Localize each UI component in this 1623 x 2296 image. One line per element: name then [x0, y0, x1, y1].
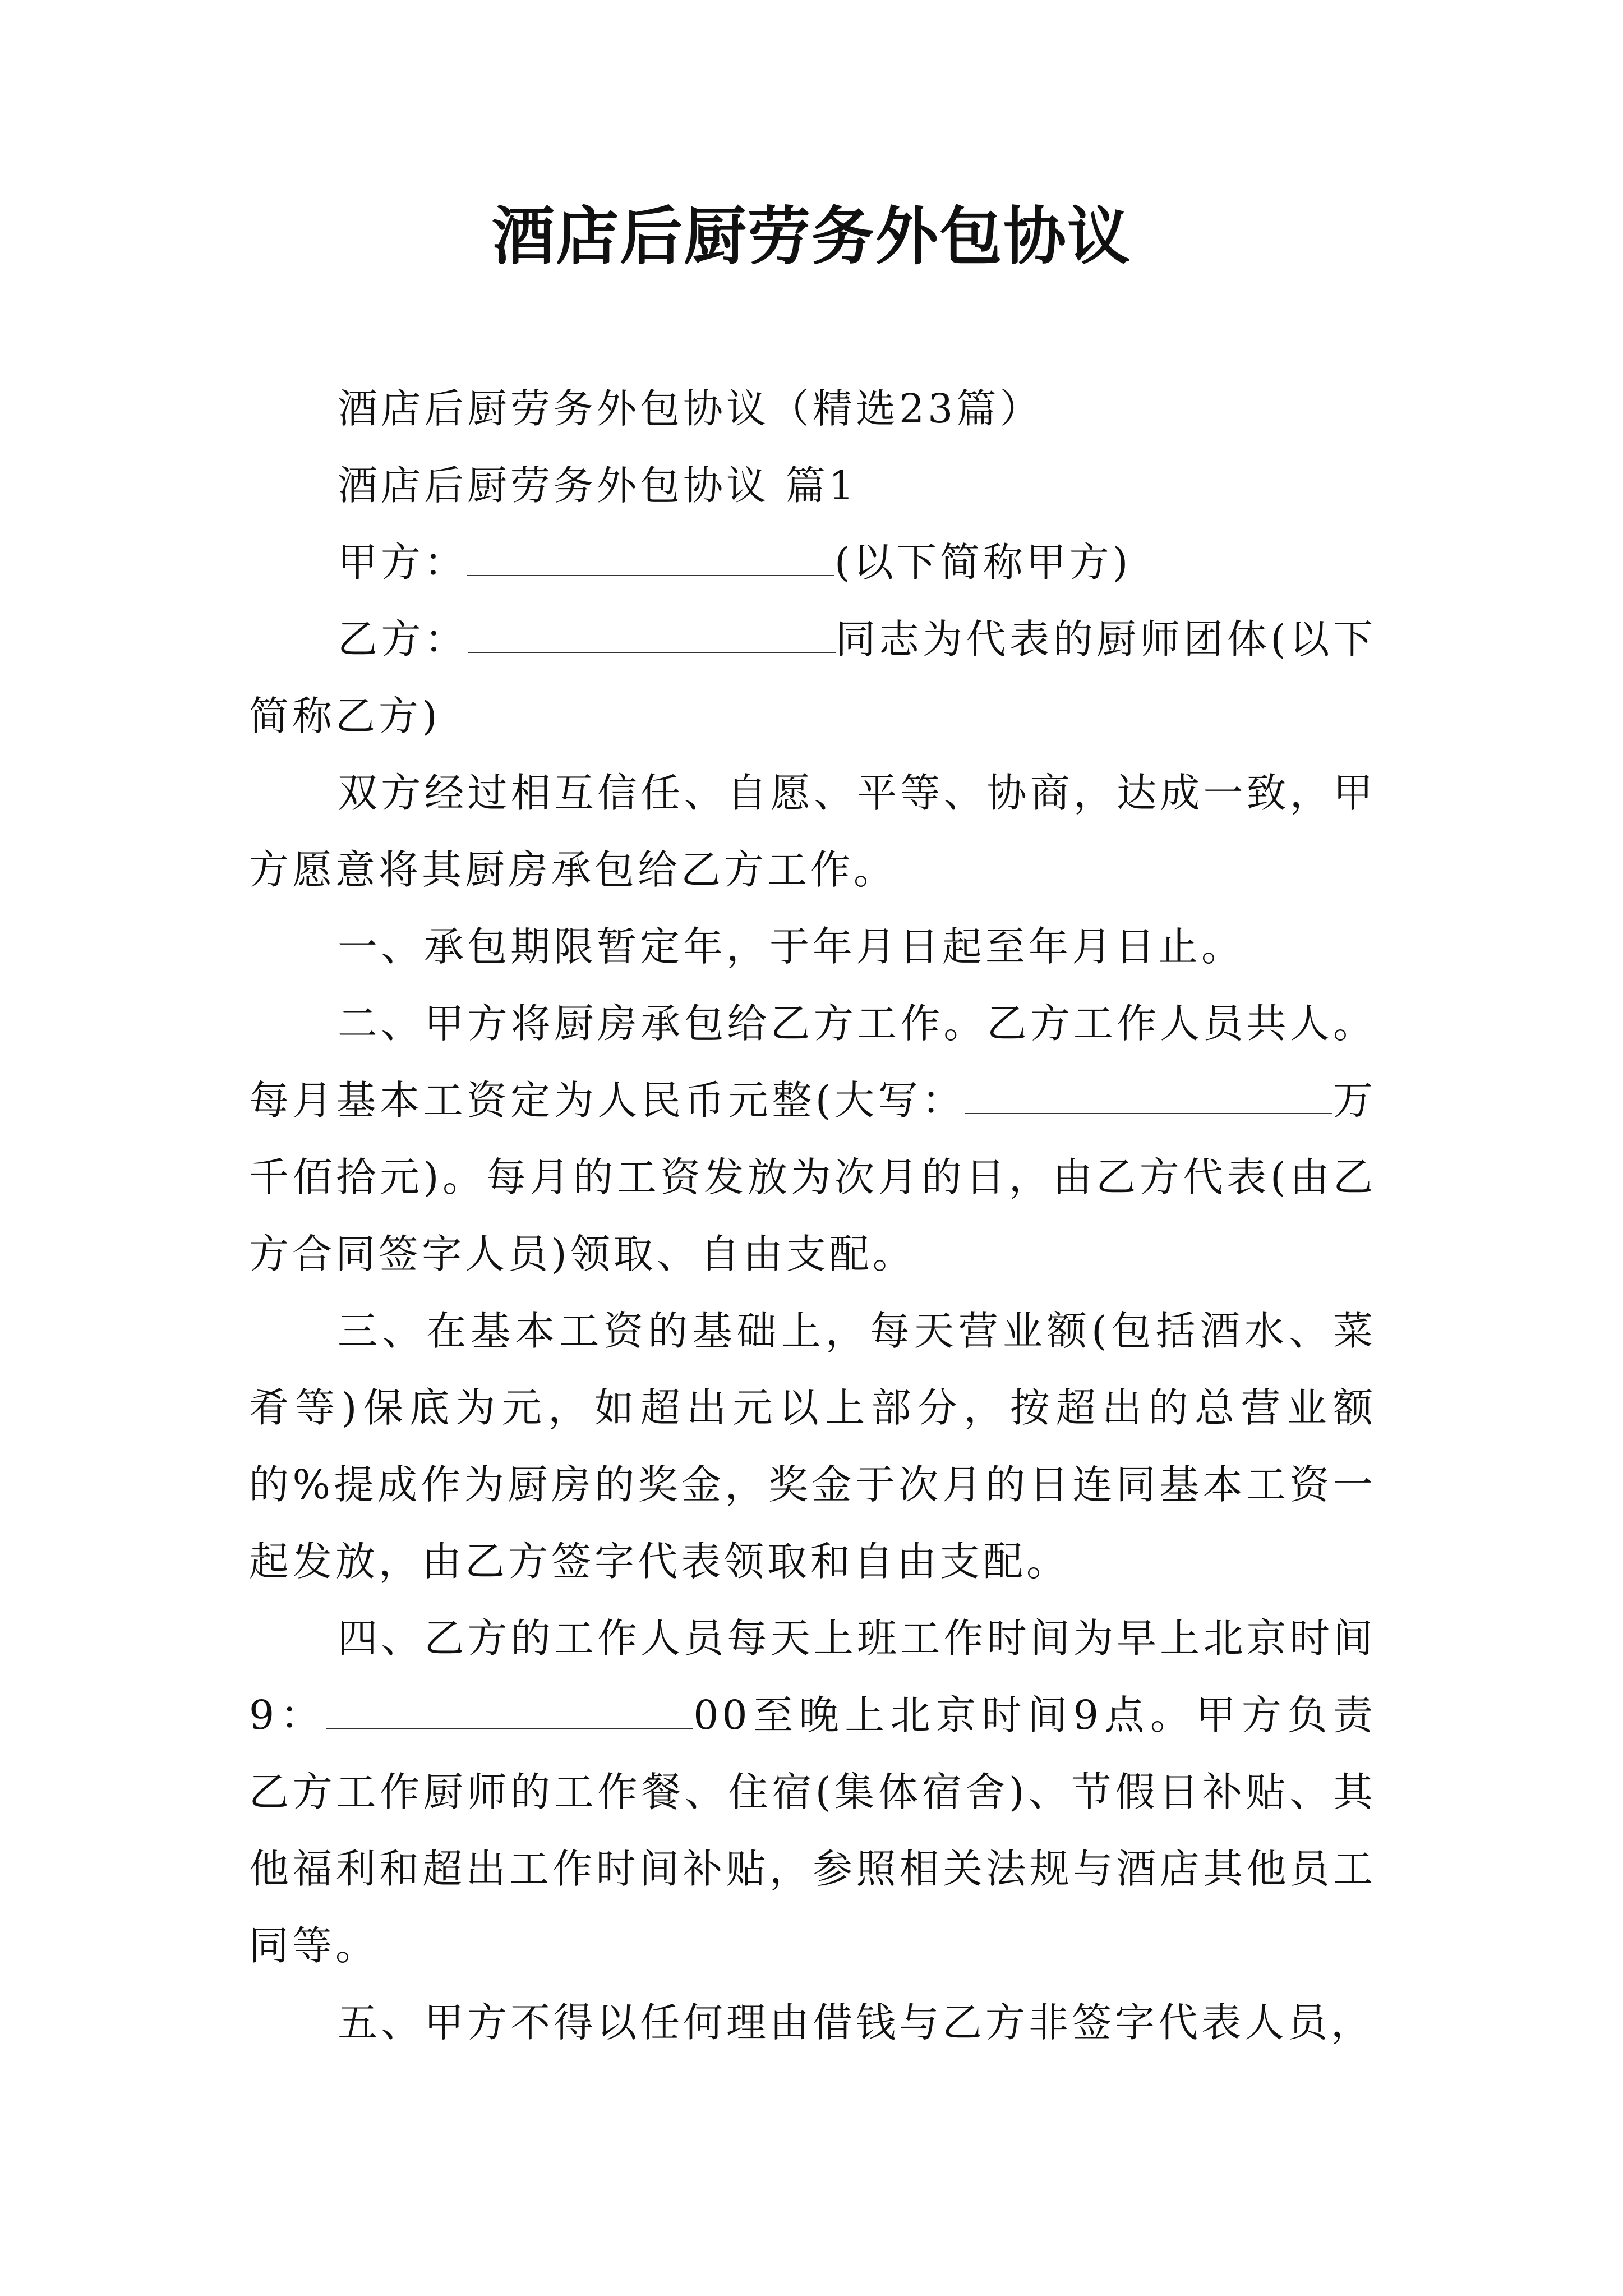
clause-4-before: 四、乙方的工作人员每天上班工作时间为早上北京时间9：	[249, 1615, 1376, 1738]
section-heading	[249, 447, 1376, 524]
clause-2	[249, 985, 1376, 1292]
clause-1	[249, 908, 1376, 985]
clause-2-before: 二、甲方将厨房承包给乙方工作。乙方工作人员共人。每月基本工资定为人民币元整(大写：	[249, 1000, 1376, 1124]
intro-text: 酒店后厨劳务外包协议（精选23篇）	[338, 385, 1043, 432]
clause-2-blank	[965, 1080, 1332, 1114]
clause-4-blank	[326, 1695, 693, 1729]
document-title: 酒店后厨劳务外包协议	[492, 200, 1131, 273]
agreement-text: 双方经过相互信任、自愿、平等、协商，达成一致，甲方愿意将其厨房承包给乙方工作。	[249, 770, 1376, 893]
party-b-blank	[468, 619, 836, 653]
clause-4-after: 00至晚上北京时间9点。甲方负责乙方工作厨师的工作餐、住宿(集体宿舍)、节假日补贴、其他福利和超出工作时间补贴，参照相关法规与酒店其他员工同等。	[249, 1692, 1376, 1969]
clause-5	[249, 1984, 1376, 2061]
party-a-blank	[467, 542, 834, 576]
party-b-label: 乙方：	[338, 616, 468, 662]
clause-4	[249, 1600, 1376, 1984]
clause-5-text: 五、甲方不得以任何理由借钱与乙方非签字代表人员，	[338, 1999, 1375, 2046]
agreement-paragraph	[249, 754, 1376, 908]
clause-2-after: 万千佰拾元)。每月的工资发放为次月的日，由乙方代表(由乙方合同签字人员)领取、自由支配。	[249, 1077, 1376, 1277]
section-text: 酒店后厨劳务外包协议 篇1	[338, 462, 857, 509]
document-body	[249, 370, 1376, 2061]
party-a-suffix: (以下简称甲方)	[834, 539, 1132, 586]
party-a-label: 甲方：	[338, 539, 468, 586]
clause-1-text: 一、承包期限暂定年，于年月日起至年月日止。	[338, 923, 1245, 970]
party-b-line	[249, 601, 1376, 754]
intro-line	[249, 370, 1376, 447]
clause-3	[249, 1292, 1376, 1600]
party-b-suffix: 同志为代表的厨师团体(以下简称乙方)	[249, 616, 1376, 739]
party-a-line	[249, 524, 1376, 601]
clause-3-text: 三、在基本工资的基础上，每天营业额(包括酒水、菜肴等)保底为元，如超出元以上部分，按超出的总营业额的%提成作为厨房的奖金，奖金于次月的日连同基本工资一起发放，由乙方签字代表领取和自由支配。	[249, 1308, 1376, 1585]
